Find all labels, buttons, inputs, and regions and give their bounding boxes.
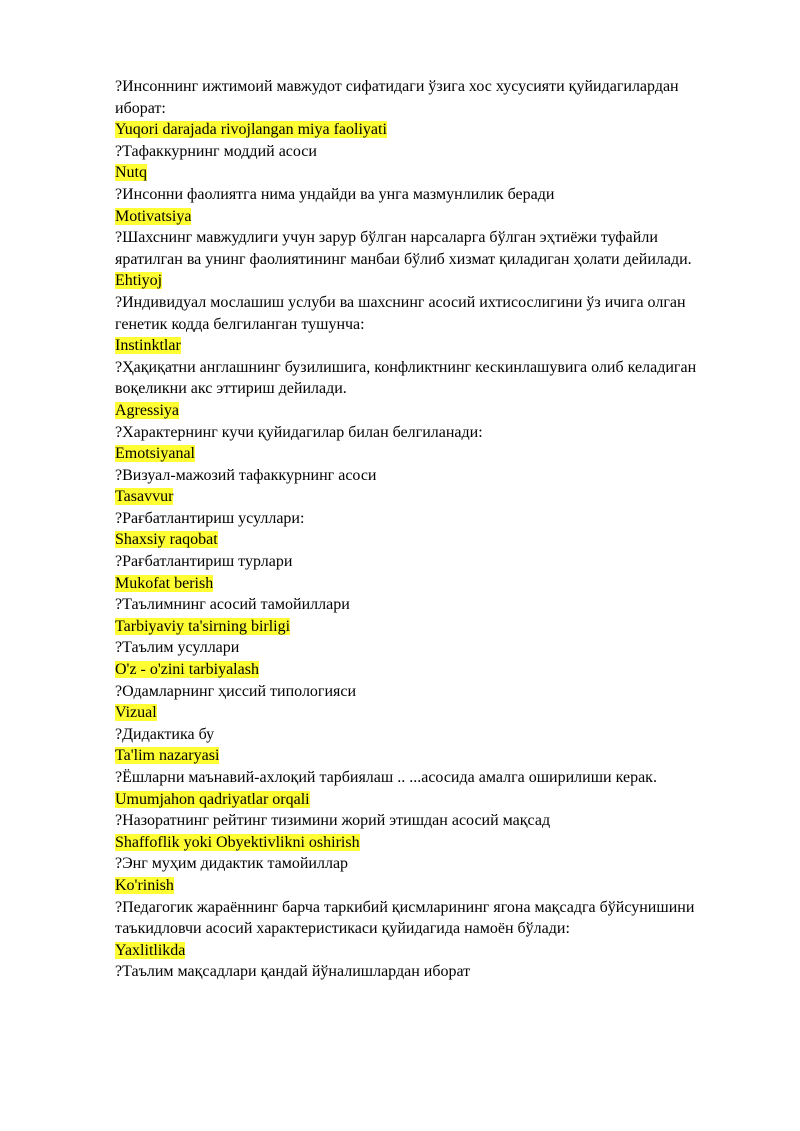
qa-item — [115, 141, 725, 184]
question-text: ?Таълим усуллари — [115, 639, 240, 657]
qa-item — [115, 637, 725, 680]
question-text: ?Рағбатлантириш усуллари: — [115, 509, 305, 527]
answer-highlight: Mukofat berish — [115, 574, 214, 592]
answer-highlight: Yaxlitlikda — [115, 941, 186, 959]
answer-highlight: Shaxsiy raqobat — [115, 531, 218, 549]
qa-item — [115, 227, 725, 292]
question-text: ?Индивидуал мослашиш услуби ва шахснинг асосий ихтисослигини ўз ичига олган генетик кодда белгиланган тушунча: — [115, 293, 686, 333]
answer-highlight: O'z - o'zini tarbiyalash — [115, 661, 259, 679]
answer-highlight: Tarbiyaviy ta'sirning birligi — [115, 617, 291, 635]
qa-item — [115, 357, 725, 422]
qa-item — [115, 961, 725, 983]
question-text: ?Инсоннинг ижтимоий мавжудот сифатидаги ўзига хос хусусияти қуйидагилардан иборат: — [115, 78, 679, 117]
qa-list — [115, 76, 725, 983]
question-text: ?Педагогик жараённинг барча таркибий қисмларининг ягона мақсадга бўйсунишини таъкидловчи асосий характеристикаси қуйидагида намоён бўлади: — [115, 898, 695, 938]
qa-item — [115, 465, 725, 508]
question-text: ?Рағбатлантириш турлари — [115, 553, 293, 571]
question-text: ?Ҳақиқатни англашнинг бузилишига, конфликтнинг кескинлашувига олиб келадиган воқеликни акс эттириш дейилади. — [115, 358, 697, 398]
question-text: ?Шахснинг мавжудлиги учун зарур бўлган нарсаларга бўлган эҳтиёжи туфайли яратилган ва унинг фаолиятининг манбаи бўлиб хизмат қиладиган ҳолати дейилади. — [115, 229, 692, 268]
question-text: ?Тафаккурнинг моддий асоси — [115, 142, 317, 160]
question-text: ?Характернинг кучи қуйидагилар билан белгиланади: — [115, 423, 483, 441]
question-text: ?Одамларнинг ҳиссий типологияси — [115, 682, 357, 700]
qa-item — [115, 853, 725, 896]
qa-item — [115, 551, 725, 594]
qa-item — [115, 422, 725, 465]
qa-item — [115, 767, 725, 810]
answer-highlight: Tasavvur — [115, 488, 174, 506]
qa-item — [115, 292, 725, 357]
qa-item — [115, 681, 725, 724]
qa-item — [115, 594, 725, 637]
answer-highlight: Shaffoflik yoki Obyektivlikni oshirish — [115, 833, 360, 851]
answer-highlight: Instinktlar — [115, 337, 181, 355]
question-text: ?Визуал-мажозий тафаккурнинг асоси — [115, 466, 377, 484]
qa-item — [115, 76, 725, 141]
qa-item — [115, 810, 725, 853]
answer-highlight: Emotsiyanal — [115, 445, 195, 463]
question-text: ?Энг муҳим дидактик тамойиллар — [115, 855, 349, 873]
question-text: ?Ёшларни маънавий-ахлоқий тарбиялаш .. ...асосида амалга оширилиши керак. — [115, 769, 657, 786]
question-text: ?Назоратнинг рейтинг тизимини жорий этишдан асосий мақсад — [115, 812, 551, 830]
answer-highlight: Ko'rinish — [115, 876, 174, 894]
answer-highlight: Ta'lim nazaryasi — [115, 747, 220, 765]
question-text: ?Таълим мақсадлари қандай йўналишлардан иборат — [115, 963, 471, 981]
answer-highlight: Ehtiyoj — [115, 272, 163, 290]
answer-highlight: Nutq — [115, 164, 147, 182]
answer-highlight: Yuqori darajada rivojlangan miya faoliyati — [115, 121, 387, 139]
answer-highlight: Umumjahon qadriyatlar orqali — [115, 790, 310, 808]
qa-item — [115, 508, 725, 551]
question-text: ?Таълимнинг асосий тамойиллари — [115, 596, 350, 614]
answer-highlight: Motivatsiya — [115, 207, 192, 225]
qa-item — [115, 897, 725, 962]
answer-highlight: Vizual — [115, 704, 157, 722]
qa-item — [115, 184, 725, 227]
qa-item — [115, 724, 725, 767]
question-text: ?Дидактика бу — [115, 725, 215, 743]
question-text: ?Инсонни фаолиятга нима ундайди ва унга мазмунлилик беради — [115, 185, 555, 203]
answer-highlight: Agressiya — [115, 401, 179, 419]
